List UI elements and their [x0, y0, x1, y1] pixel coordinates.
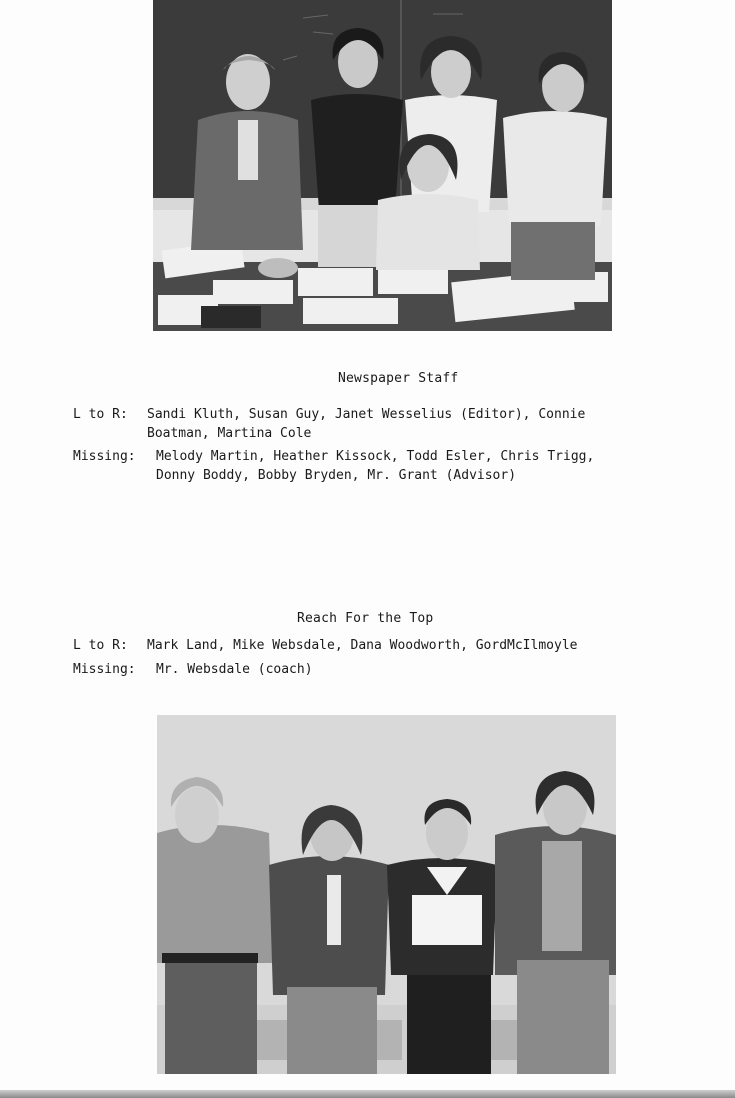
reach-for-the-top-photo-graphic: [157, 715, 616, 1074]
newspaper-staff-photo-graphic: [153, 0, 612, 331]
names-line: Mr. Websdale (coach): [156, 662, 313, 677]
missing-label: Missing:: [73, 449, 136, 464]
missing-label: Missing:: [73, 662, 136, 677]
reach-for-the-top-photo: [157, 715, 616, 1074]
names-line: Boatman, Martina Cole: [147, 426, 312, 441]
reach-missing-names: [156, 660, 313, 679]
names-line: Mark Land, Mike Websdale, Dana Woodworth, GordMcIlmoyle: [147, 638, 578, 653]
newspaper-staff-photo: [153, 0, 612, 331]
page-bottom-edge: [0, 1090, 735, 1098]
newspaper-staff-title: Newspaper Staff: [338, 371, 459, 386]
newspaper-names: [147, 405, 585, 443]
ltr-label: L to R:: [73, 407, 128, 422]
reach-for-the-top-title: Reach For the Top: [297, 611, 434, 626]
reach-names: [147, 636, 577, 655]
newspaper-missing-names: [156, 447, 594, 485]
names-line: Donny Boddy, Bobby Bryden, Mr. Grant (Advisor): [156, 468, 517, 483]
ltr-label: L to R:: [73, 638, 128, 653]
names-line: Sandi Kluth, Susan Guy, Janet Wesselius (Editor), Connie: [147, 407, 586, 422]
names-line: Melody Martin, Heather Kissock, Todd Esler, Chris Trigg,: [156, 449, 595, 464]
